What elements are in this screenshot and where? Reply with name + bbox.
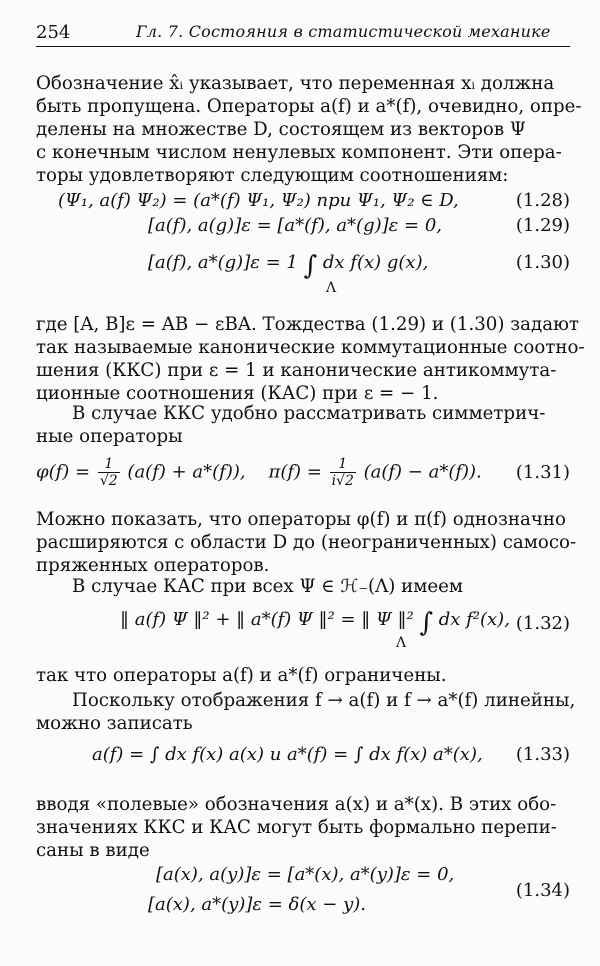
fraction: $\frac{1}{i√2}$ [331, 456, 354, 489]
equation-lhs: [a(f), a*(g)]ε = 1 [148, 252, 298, 273]
text-line: ционные соотношения (КАС) при ε = − 1. [36, 383, 439, 404]
fraction: $\frac{1}{√2}$ [99, 456, 118, 489]
text-line: делены на множестве D, состоящем из векторов Ψ [36, 119, 526, 140]
equation-number: (1.33) [515, 744, 570, 765]
text-line: с конечным числом ненулевых компонент. Эти опера- [36, 142, 562, 163]
text-line: В случае КАС при всех Ψ ∈ ℋ₋(Λ) имеем [72, 576, 464, 597]
equation-rhs: dx f²(x), [438, 609, 510, 630]
page-number: 254 [36, 22, 71, 43]
equation-number: (1.34) [515, 880, 570, 901]
paragraph-7 [36, 689, 576, 735]
equation-number: (1.32) [515, 613, 570, 634]
text-line: так что операторы a(f) и a*(f) ограничены. [36, 665, 447, 686]
equation-number: (1.29) [515, 215, 570, 236]
equation-rhs: dx f(x) g(x), [322, 252, 429, 273]
equation-1-28 [36, 190, 570, 214]
integral-domain: Λ [396, 635, 407, 651]
phi-lhs: φ(f) = [36, 461, 91, 483]
text-line: пряженных операторов. [36, 555, 270, 576]
equation-1-30 [36, 252, 570, 296]
pi-rhs: (a(f) − a*(f)). [363, 461, 482, 483]
pi-lhs: π(f) = [268, 461, 322, 483]
text-line: так называемые канонические коммутационные соотно- [36, 337, 585, 358]
text-line: где [A, B]ε = AB − εBA. Тождества (1.29) и (1.30) задают [36, 314, 579, 335]
equation-1-34 [36, 864, 570, 928]
page-header [36, 18, 570, 47]
equation-1-31 [36, 450, 570, 494]
equation-body: [a(f), a(g)]ε = [a*(f), a*(g)]ε = 0, [148, 215, 442, 236]
equation-1-32 [36, 605, 570, 649]
text-line: вводя «полевые» обозначения a(x) и a*(x). В этих обо- [36, 794, 557, 815]
text-line: саны в виде [36, 840, 150, 861]
phi-rhs: (a(f) + a*(f)), [127, 461, 246, 483]
paragraph-3 [36, 402, 570, 448]
equation-number: (1.28) [515, 190, 570, 211]
equation-number: (1.31) [515, 462, 570, 483]
paragraph-2 [36, 313, 585, 405]
text-line: ные операторы [36, 426, 183, 447]
equation-1-29 [36, 215, 570, 239]
equation-body-1: [a(x), a(y)]ε = [a*(x), a*(y)]ε = 0, [156, 864, 455, 885]
equation-body: (Ψ₁, a(f) Ψ₂) = (a*(f) Ψ₁, Ψ₂) при Ψ₁, Ψ₂ ∈ D, [58, 190, 459, 211]
paragraph-1 [36, 72, 582, 187]
text-line: Можно показать, что операторы φ(f) и π(f) однозначно [36, 509, 566, 530]
integral-sign: ∫ [303, 251, 318, 281]
paragraph-4 [36, 508, 577, 577]
text-line: Обозначение x̂ᵢ указывает, что переменная xᵢ должна [36, 73, 555, 94]
text-line: можно записать [36, 713, 193, 734]
equation-body: a(f) = ∫ dx f(x) a(x) и a*(f) = ∫ dx f(x) a*(x), [92, 744, 483, 765]
text-line: В случае ККС удобно рассматривать симметрич- [72, 403, 546, 424]
equation-number: (1.30) [515, 252, 570, 273]
paragraph-6 [36, 664, 570, 687]
text-line: быть пропущена. Операторы a(f) и a*(f), очевидно, опре- [36, 96, 582, 117]
integral-sign: ∫ [419, 608, 433, 638]
text-line: значениях ККС и КАС могут быть формально перепи- [36, 817, 557, 838]
integral-domain: Λ [326, 280, 337, 296]
paragraph-5 [36, 575, 570, 598]
equation-1-33 [36, 744, 570, 770]
text-line: Поскольку отображения f → a(f) и f → a*(f) линейны, [72, 690, 576, 711]
text-line: расширяются с области D до (неограниченных) самосо- [36, 532, 577, 553]
paragraph-8 [36, 793, 570, 862]
running-title: Гл. 7. Состояния в статистической механике [136, 22, 551, 41]
equation-body-2: [a(x), a*(y)]ε = δ(x − y). [148, 894, 366, 915]
text-line: торы удовлетворяют следующим соотношениям: [36, 165, 509, 186]
text-line: шения (ККС) при ε = 1 и канонические антикоммута- [36, 360, 557, 381]
equation-lhs: ‖ a(f) Ψ ‖² + ‖ a*(f) Ψ ‖² = ‖ Ψ ‖² [120, 609, 414, 630]
